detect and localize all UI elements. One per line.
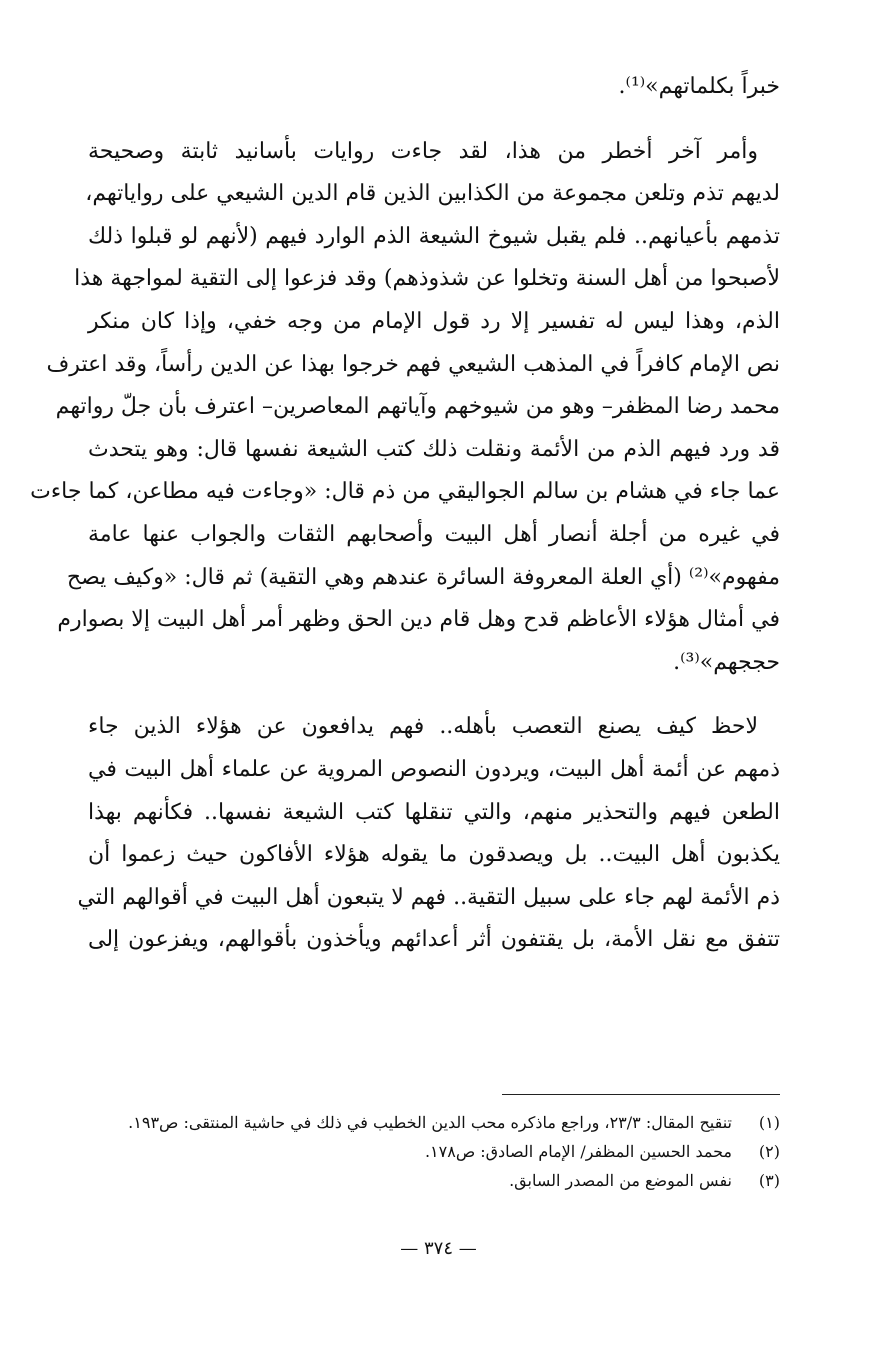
text-line: لاحظ كيف يصنع التعصب بأهله.. فهم يدافعون عن هؤلاء الذين جاء: [88, 714, 758, 740]
text-line: ذمهم عن أئمة أهل البيت، ويردون النصوص المروية عن علماء أهل البيت في: [88, 756, 780, 782]
text-line: لديهم تذم وتلعن مجموعة من الكذابين الذين قام الدين الشيعي على رواياتهم،: [85, 181, 780, 207]
text-line: يكذبون أهل البيت.. بل ويصدقون ما يقوله هؤلاء الأفاكون حيث زعموا أن: [88, 842, 780, 868]
text-line: خبراً بكلماتهم»⁽¹⁾.: [618, 74, 780, 99]
text-line: الذم، وهذا ليس له تفسير إلا رد قول الإمام من وجه خفي، وإذا كان منكر: [88, 308, 780, 334]
text-line: عما جاء في هشام بن سالم الجواليقي من ذم قال: «وجاءت فيه مطاعن، كما جاءت: [30, 479, 780, 505]
text-line: في غيره من أجلة أنصار أهل البيت وأصحابهم الثقات والجواب عنها عامة: [88, 521, 780, 547]
text-line: مفهوم»⁽²⁾ (أي العلة المعروفة السائرة عندهم وهي التقية) ثم قال: «وكيف يصح: [66, 564, 780, 590]
footnote-number: (١): [758, 1113, 780, 1132]
text-line: لأصبحوا من أهل السنة وتخلوا عن شذوذهم) وقد فزعوا إلى التقية لمواجهة هذا: [74, 266, 780, 292]
page-body: [30, 66, 780, 962]
footnote-text: تنقيح المقال: ٢٣/٣، وراجع ماذكره محب الدين الخطيب في ذلك في حاشية المنتقى: ص١٩٣.: [128, 1113, 732, 1132]
text-line: محمد رضا المظفر– وهو من شيوخهم وآياتهم المعاصرين– اعترف بأن جلّ رواتهم: [55, 394, 780, 420]
text-line: تتفق مع نقل الأمة، بل يقتفون أثر أعدائهم ويأخذون بأقوالهم، ويفزعون إلى: [88, 927, 780, 953]
text-line: وأمر آخر أخطر من هذا، لقد جاءت روايات بأسانيد ثابتة وصحيحة: [88, 138, 758, 164]
text-line: في أمثال هؤلاء الأعاظم قدح وهل قام دين الحق وظهر أمر أهل البيت إلا بصوارم: [57, 607, 780, 633]
text-line: تذمهم بأعيانهم.. فلم يقبل شيوخ الشيعة الذم الوارد فيهم (لأنهم لو قبلوا ذلك: [88, 223, 780, 249]
footnote-2: [88, 1137, 780, 1166]
footnote-text: محمد الحسين المظفر/ الإمام الصادق: ص١٧٨.: [424, 1142, 732, 1161]
footnote-number: (٣): [758, 1171, 780, 1190]
page-number: — ٣٧٤ —: [400, 1238, 477, 1259]
footnote-3: [88, 1166, 780, 1195]
footnote-text: نفس الموضع من المصدر السابق.: [509, 1171, 732, 1190]
text-line: ذم الأئمة لهم جاء على سبيل التقية.. فهم لا يتبعون أهل البيت في أقوالهم التي: [77, 884, 780, 910]
footnotes: [88, 1108, 780, 1195]
footnote-1: [88, 1108, 780, 1137]
footnote-separator: [502, 1094, 780, 1095]
paragraph-2: [77, 706, 780, 962]
text-line: الطعن فيهم والتحذير منهم، والتي تنقلها كتب الشيعة نفسها.. فكأنهم بهذا: [88, 799, 780, 825]
text-line: قد ورد فيهم الذم من الأئمة ونقلت ذلك كتب الشيعة نفسها قال: وهو يتحدث: [88, 436, 780, 462]
paragraph-1: [30, 131, 780, 685]
text-line: نص الإمام كافراً في المذهب الشيعي فهم خرجوا بهذا عن الدين رأساً، وقد اعترف: [46, 351, 780, 377]
footnote-number: (٢): [758, 1142, 780, 1161]
text-line: حججهم»⁽³⁾.: [673, 649, 780, 675]
